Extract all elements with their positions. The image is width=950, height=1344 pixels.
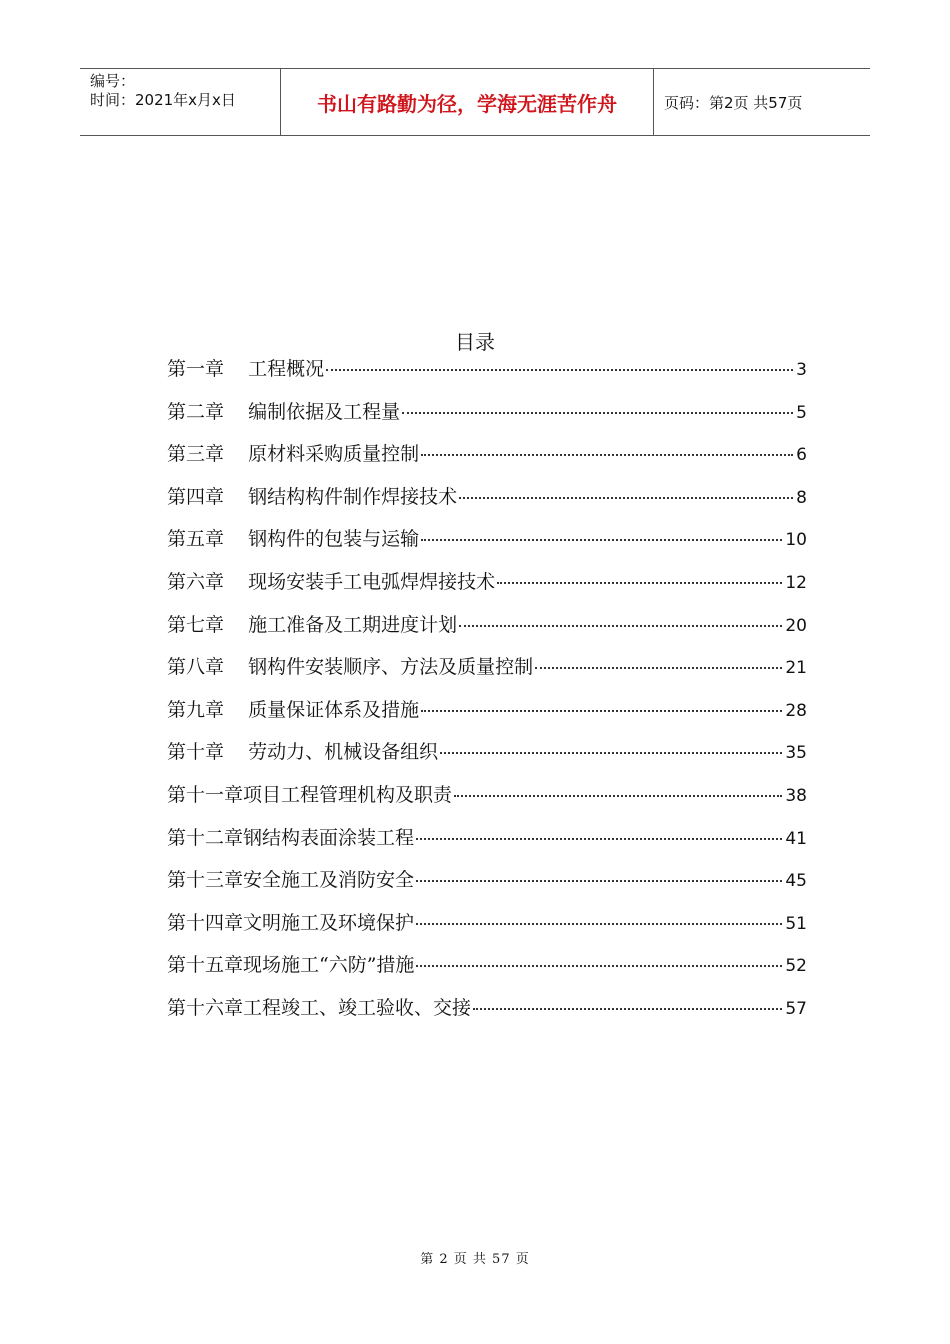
toc-entry[interactable] bbox=[167, 396, 807, 439]
toc-dot-leader bbox=[416, 965, 782, 967]
toc-entry[interactable] bbox=[167, 864, 807, 907]
toc-entry[interactable] bbox=[167, 736, 807, 779]
toc-dot-leader bbox=[459, 625, 782, 627]
toc-chapter-title: 第十六章工程竣工、竣工验收、交接 bbox=[167, 996, 472, 1019]
toc-chapter-title: 第十四章文明施工及环境保护 bbox=[167, 911, 415, 934]
toc-chapter-title: 第六章 现场安装手工电弧焊焊接技术 bbox=[167, 570, 496, 593]
toc-entry[interactable] bbox=[167, 566, 807, 609]
toc-dot-leader bbox=[440, 752, 782, 754]
toc-chapter-title: 第五章 钢构件的包装与运输 bbox=[167, 528, 420, 551]
toc-page-number: 28 bbox=[785, 700, 807, 721]
toc-page-number: 21 bbox=[785, 658, 807, 679]
toc-chapter-title: 第七章 施工准备及工期进度计划 bbox=[167, 613, 458, 636]
toc-dot-leader bbox=[416, 880, 782, 882]
toc-chapter-title: 第九章 质量保证体系及措施 bbox=[167, 698, 420, 721]
toc-dot-leader bbox=[454, 795, 782, 797]
header-page-info: 页码：第2页 共57页 bbox=[664, 93, 803, 112]
toc-entry[interactable] bbox=[167, 609, 807, 652]
toc-entry[interactable] bbox=[167, 353, 807, 396]
toc-entry[interactable] bbox=[167, 651, 807, 694]
toc-page-number: 35 bbox=[785, 743, 807, 764]
toc-title: 目录 bbox=[455, 330, 495, 354]
toc-page-number: 41 bbox=[785, 828, 807, 849]
toc-dot-leader bbox=[326, 369, 793, 371]
toc-page-number: 20 bbox=[785, 615, 807, 636]
toc-dot-leader bbox=[421, 454, 793, 456]
toc-entry[interactable] bbox=[167, 694, 807, 737]
toc-dot-leader bbox=[459, 497, 793, 499]
toc-page-number: 12 bbox=[785, 572, 807, 593]
toc-chapter-title: 第十章 劳动力、机械设备组织 bbox=[167, 741, 439, 764]
toc-dot-leader bbox=[473, 1008, 782, 1010]
toc-dot-leader bbox=[402, 412, 793, 414]
toc-page-number: 8 bbox=[796, 487, 807, 508]
page-footer: 第 2 页 共 57 页 bbox=[420, 1252, 530, 1267]
toc-dot-leader bbox=[535, 667, 782, 669]
toc-chapter-title: 第十一章项目工程管理机构及职责 bbox=[167, 783, 453, 806]
header-number-label: 编号： bbox=[90, 72, 136, 90]
toc-entry[interactable] bbox=[167, 779, 807, 822]
toc-chapter-title: 第三章 原材料采购质量控制 bbox=[167, 443, 420, 466]
toc-page-number: 52 bbox=[785, 956, 807, 977]
page-header bbox=[80, 68, 870, 136]
toc-entry[interactable] bbox=[167, 438, 807, 481]
toc-dot-leader bbox=[416, 923, 782, 925]
toc-entry[interactable] bbox=[167, 523, 807, 566]
toc-chapter-title: 第八章 钢构件安装顺序、方法及质量控制 bbox=[167, 656, 534, 679]
toc-page-number: 5 bbox=[796, 402, 807, 423]
toc-page-number: 3 bbox=[796, 360, 807, 380]
toc-chapter-title: 第四章 钢结构构件制作焊接技术 bbox=[167, 485, 458, 508]
toc-entry[interactable] bbox=[167, 949, 807, 992]
toc-page-number: 57 bbox=[785, 998, 807, 1019]
toc-chapter-title: 第十三章安全施工及消防安全 bbox=[167, 869, 415, 892]
toc-chapter-title: 第十五章现场施工“六防”措施 bbox=[167, 954, 415, 977]
header-meta bbox=[80, 69, 281, 135]
toc-chapter-title: 第二章 编制依据及工程量 bbox=[167, 400, 401, 423]
toc-dot-leader bbox=[497, 582, 782, 584]
toc-entry[interactable] bbox=[167, 992, 807, 1035]
toc-page-number: 51 bbox=[785, 913, 807, 934]
toc-page-number: 6 bbox=[796, 445, 807, 466]
toc-entry[interactable] bbox=[167, 822, 807, 865]
toc-page-number: 38 bbox=[785, 785, 807, 806]
toc-dot-leader bbox=[421, 710, 782, 712]
toc-entry[interactable] bbox=[167, 481, 807, 524]
toc-chapter-title: 第十二章钢结构表面涂装工程 bbox=[167, 826, 415, 849]
table-of-contents bbox=[167, 353, 807, 1035]
toc-chapter-title: 第一章 工程概况 bbox=[167, 358, 325, 380]
toc-dot-leader bbox=[416, 838, 782, 840]
toc-dot-leader bbox=[421, 539, 782, 541]
header-motto: 书山有路勤为径，学海无涯苦作舟 bbox=[281, 69, 654, 135]
header-time-label: 时间：2021年x月x日 bbox=[90, 91, 236, 109]
toc-page-number: 45 bbox=[785, 871, 807, 892]
toc-entry[interactable] bbox=[167, 907, 807, 950]
toc-page-number: 10 bbox=[785, 530, 807, 551]
